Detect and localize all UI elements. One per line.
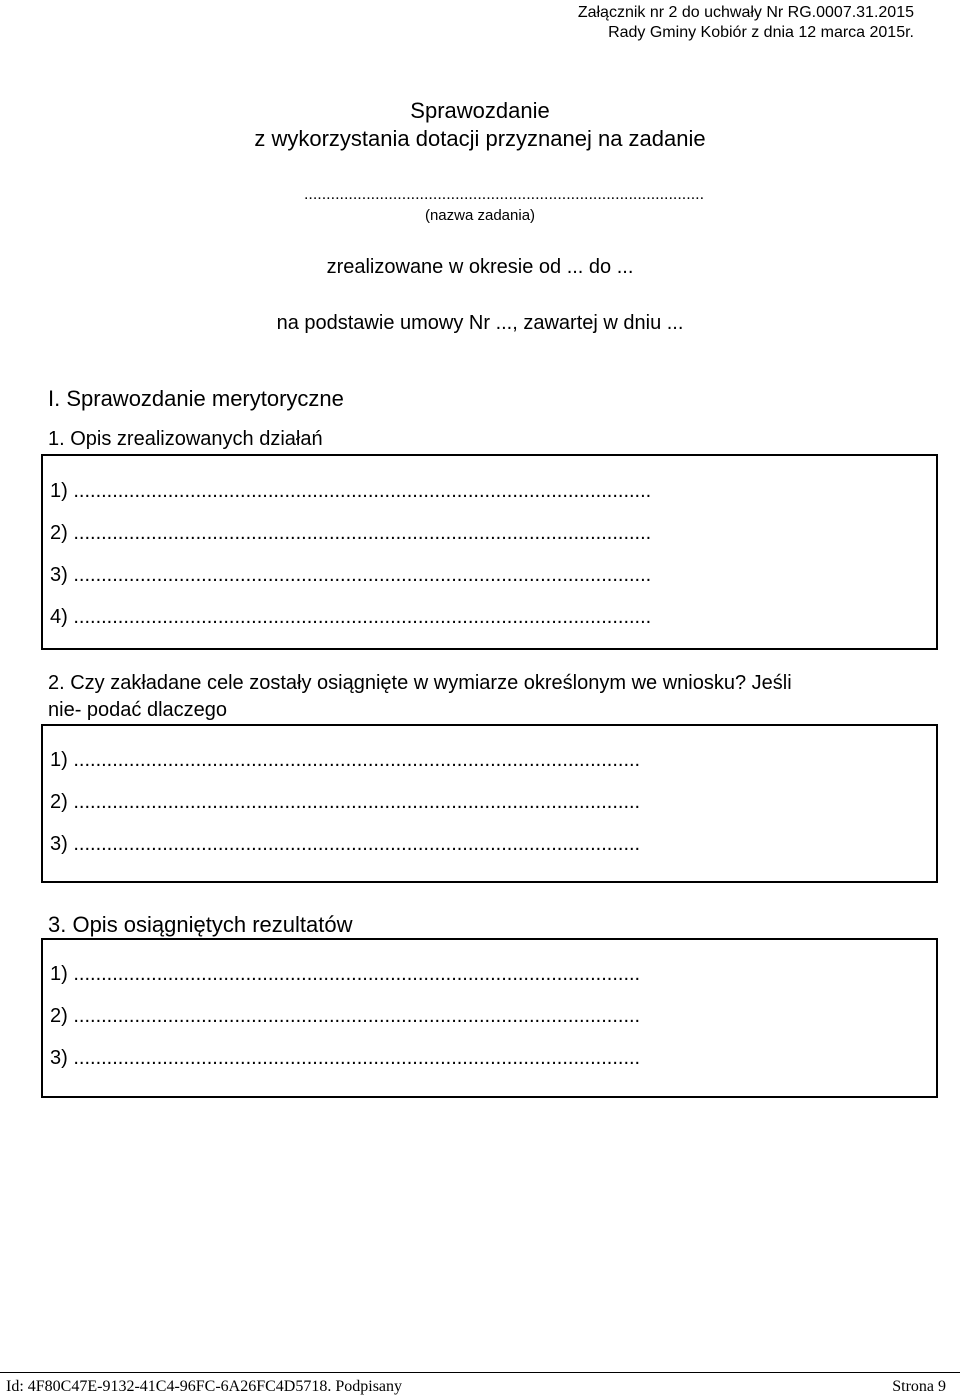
q2-item-2: 2) ...................................................................................................... [50,791,641,813]
q2-item-3: 3) ...................................................................................................... [50,833,641,855]
section-heading: I. Sprawozdanie merytoryczne [48,386,344,411]
footer-rule [0,1372,960,1373]
task-name-dots: .......................................................................................... [303,186,705,203]
q1-item-4: 4) ........................................................................................................ [50,606,652,628]
header-line-1: Załącznik nr 2 do uchwały Nr RG.0007.31.2015 [577,4,914,21]
header-line-2: Rady Gminy Kobiór z dnia 12 marca 2015r. [608,24,914,41]
q1-item-3: 3) ........................................................................................................ [50,564,652,586]
q3-label: 3. Opis osiągniętych rezultatów [48,912,353,937]
q1-item-1: 1) ........................................................................................................ [50,480,652,502]
period-line: zrealizowane w okresie od ... do ... [326,256,634,278]
doc-subtitle: z wykorzystania dotacji przyznanej na zadanie [254,126,706,151]
q1-label: 1. Opis zrealizowanych działań [48,428,323,450]
footer-page-number: Strona 9 [892,1378,946,1395]
q1-item-2: 2) ........................................................................................................ [50,522,652,544]
q2-answer-box[interactable] [41,724,938,883]
q3-answer-box[interactable] [41,938,938,1098]
q3-item-1: 1) ...................................................................................................... [50,963,641,985]
q3-item-2: 2) ...................................................................................................... [50,1005,641,1027]
q3-item-3: 3) ...................................................................................................... [50,1047,641,1069]
footer-id: Id: 4F80C47E-9132-41C4-96FC-6A26FC4D5718. Podpisany [6,1378,403,1395]
q2-label-line-2: nie- podać dlaczego [48,699,228,721]
q1-answer-box[interactable] [41,454,938,650]
task-name-caption: (nazwa zadania) [424,207,536,224]
agreement-line: na podstawie umowy Nr ..., zawartej w dniu ... [276,312,684,334]
q2-item-1: 1) ...................................................................................................... [50,749,641,771]
doc-title: Sprawozdanie [410,98,550,123]
q2-label-line-1: 2. Czy zakładane cele zostały osiągnięte w wymiarze określonym we wniosku? Jeśli [48,672,792,694]
